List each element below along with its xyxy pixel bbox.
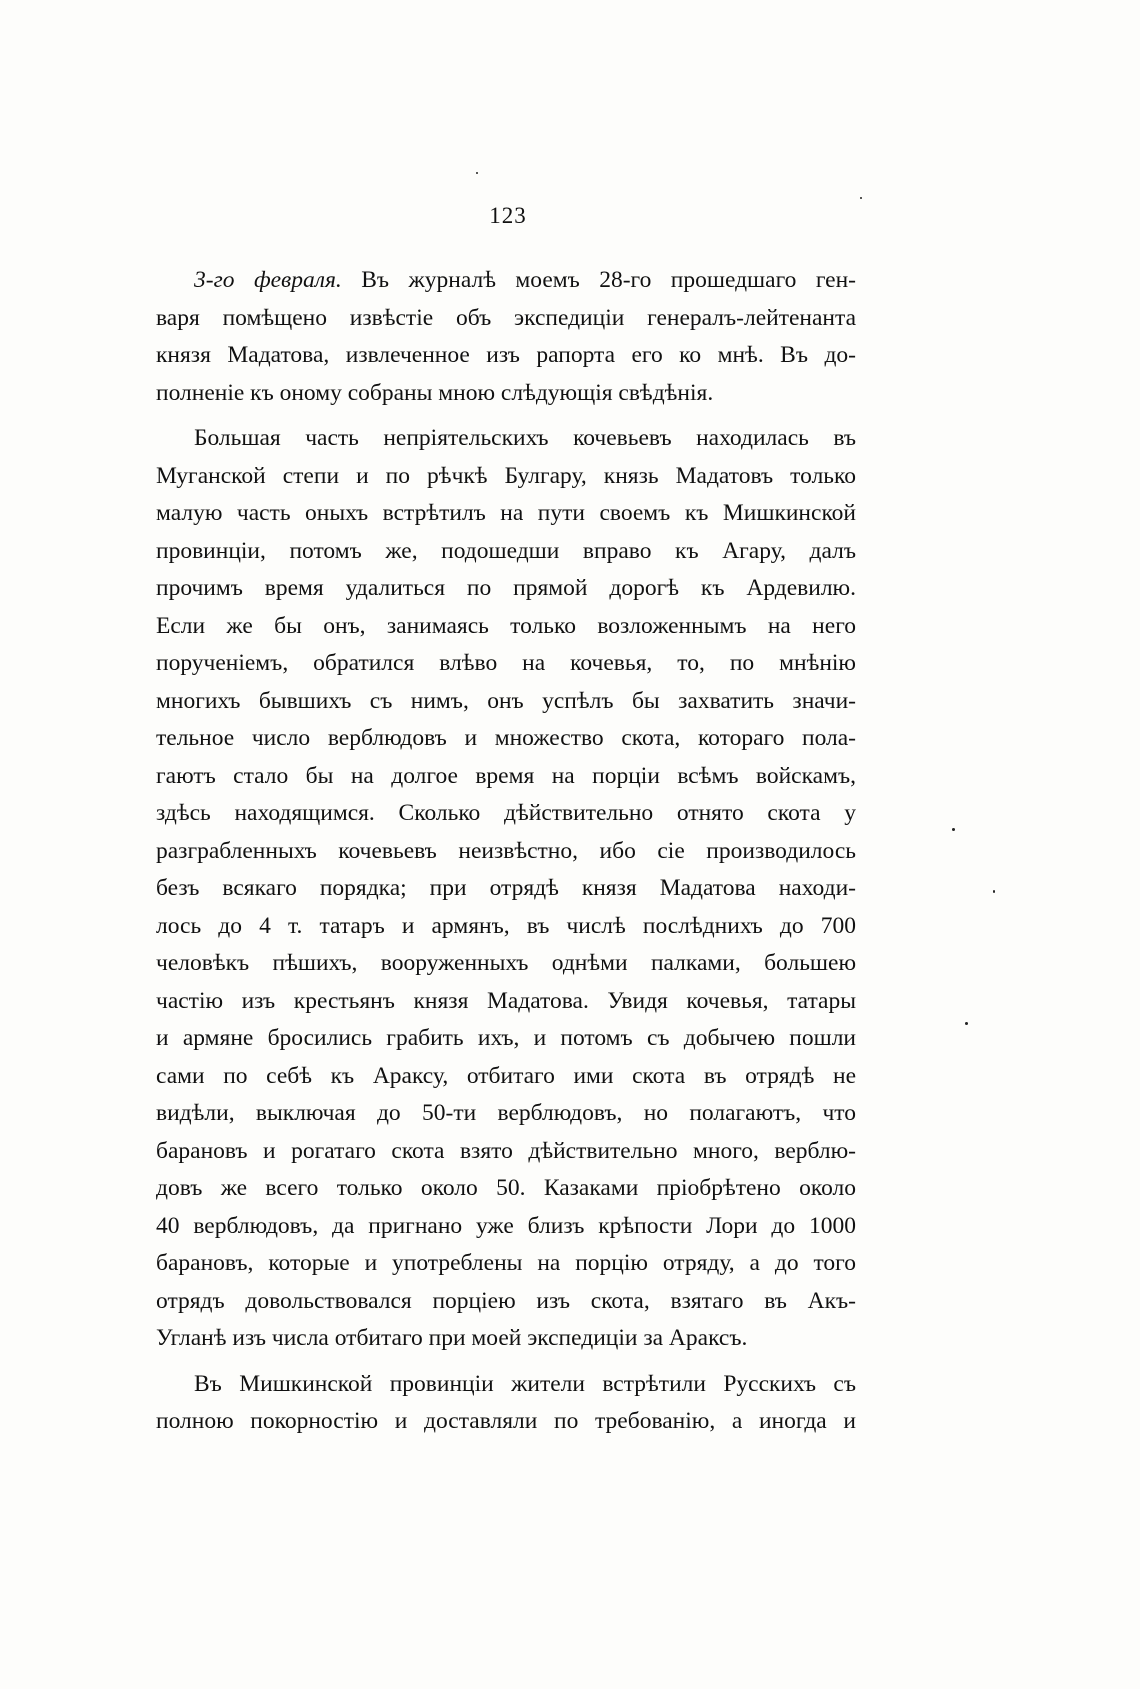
text-line: порученіемъ, обратился влѣво на кочевья, то, по мнѣнію: [156, 650, 856, 676]
text-line: видѣли, выключая до 50-ти верблюдовъ, но полагаютъ, что: [156, 1100, 856, 1126]
text-line: тельное число верблюдовъ и множество скота, котораго пола-: [156, 725, 856, 751]
text-line: сами по себѣ къ Араксу, отбитаго ими скота въ отрядѣ не: [156, 1062, 856, 1089]
text-line: Если же бы онъ, занимаясь только возложеннымъ на него: [156, 612, 856, 639]
text-line: многихъ бывшихъ съ нимъ, онъ успѣлъ бы захватить значи-: [156, 687, 856, 714]
text-line: Въ Мишкинской провинціи жители встрѣтили Русскихъ съ: [194, 1370, 856, 1397]
text-line: отрядъ довольствовался порціею изъ скота, взятаго въ Акъ-: [156, 1287, 856, 1314]
text-line: разграбленныхъ кочевьевъ неизвѣстно, ибо сіе производилось: [156, 837, 856, 864]
text-line: довъ же всего только около 50. Казаками пріобрѣтено около: [156, 1175, 856, 1201]
scan-speck: [952, 828, 955, 831]
date-heading: 3-го февраля.: [194, 267, 342, 293]
paragraph-3: [156, 1366, 856, 1441]
text-line: лось до 4 т. татаръ и армянъ, въ числѣ послѣднихъ до 700: [156, 912, 856, 939]
text-line: полненіе къ оному собраны мною слѣдующія свѣдѣнія.: [156, 379, 714, 406]
text-line: малую часть оныхъ встрѣтилъ на пути своемъ къ Мишкинской: [156, 500, 856, 526]
scan-speck: [965, 1022, 968, 1025]
text-line: барановъ и рогатаго скота взято дѣйствительно много, верблю-: [156, 1137, 856, 1164]
text-line: 40 верблюдовъ, да пригнано уже близъ крѣпости Лори до 1000: [156, 1212, 856, 1239]
text-line: [156, 262, 856, 300]
text-line: князя Мадатова, извлеченное изъ рапорта его ко мнѣ. Въ до-: [156, 342, 856, 368]
text-line: прочимъ время удалиться по прямой дорогѣ къ Ардевилю.: [156, 575, 856, 601]
text-line: Угланѣ изъ числа отбитаго при моей экспедиціи за Араксъ.: [156, 1325, 748, 1351]
text-line: и армяне бросились грабить ихъ, и потомъ съ добычею пошли: [156, 1025, 856, 1051]
text-line: человѣкъ пѣшихъ, вооруженныхъ однѣми палками, большею: [156, 950, 856, 976]
text-line: частію изъ крестьянъ князя Мадатова. Увидя кочевья, татары: [156, 987, 856, 1014]
paragraph-1: [156, 262, 856, 412]
text-line: барановъ, которые и употреблены на порцію отряду, а до того: [156, 1250, 856, 1276]
text-line: Муганской степи и по рѣчкѣ Булгару, князь Мадатовъ только: [156, 462, 856, 489]
scan-speck: [476, 172, 478, 174]
scan-speck: [993, 890, 995, 893]
text-line: безъ всякаго порядка; при отрядѣ князя Мадатова находи-: [156, 875, 856, 901]
text-line: провинціи, потомъ же, подошедши вправо къ Агару, далъ: [156, 537, 856, 564]
paragraph-2: [156, 420, 856, 1358]
text-line: полною покорностію и доставляли по требованію, а иногда и: [156, 1408, 856, 1434]
scan-speck: [860, 197, 862, 199]
page-number: 123: [489, 203, 527, 228]
text-fragment: Въ журналѣ моемъ 28-го прошедшаго ген-: [341, 267, 856, 293]
text-line: гаютъ стало бы на долгое время на порціи всѣмъ войскамъ,: [156, 762, 856, 789]
text-line: здѣсь находящимся. Сколько дѣйствительно отнято скота у: [156, 800, 856, 826]
text-line: варя помѣщено извѣстіе объ экспедиціи генералъ-лейтенанта: [156, 304, 856, 331]
body-text: [156, 262, 856, 1441]
text-line: Большая часть непріятельскихъ кочевьевъ находилась въ: [194, 425, 856, 451]
